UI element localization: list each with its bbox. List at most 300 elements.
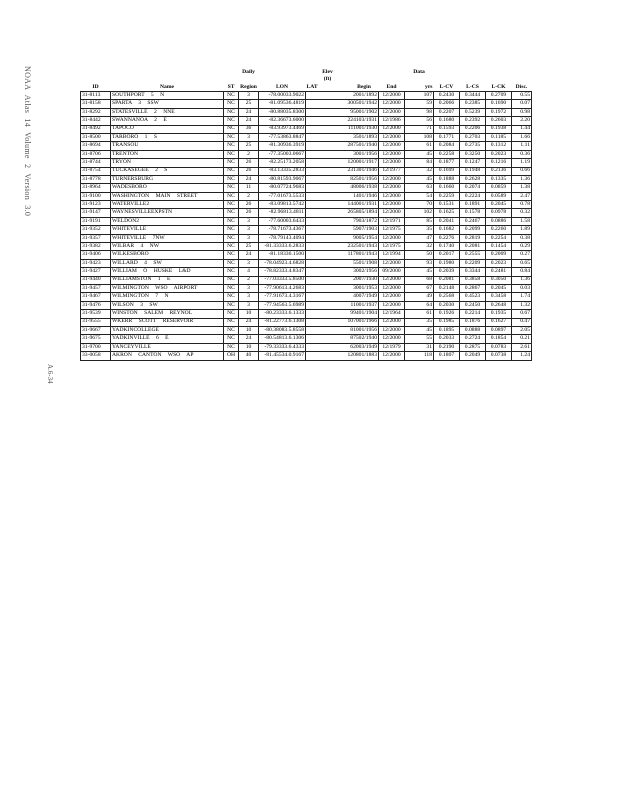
elev-begin-cell: 62003/1949 — [306, 343, 379, 351]
l-cs-cell: 0.1891 — [460, 201, 486, 209]
station-id-cell: 31-8964 — [81, 184, 111, 192]
l-ck-cell: 0.1312 — [486, 142, 512, 150]
elev-begin-cell: 224103/1931 — [306, 117, 379, 125]
station-name-cell: TARBORO 1 S — [111, 133, 224, 141]
discordancy-cell: 1.74 — [512, 293, 532, 301]
elev-begin-cell: 5501/1908 — [306, 259, 379, 267]
l-cv-cell: 0.2148 — [434, 284, 460, 292]
table-row — [81, 201, 532, 209]
lon-lat-cell: -78.00033.9022 — [259, 92, 306, 100]
header-data: Data — [413, 69, 425, 76]
lon-lat-cell: -82.36673.6000 — [259, 117, 306, 125]
l-cv-cell: 0.1740 — [434, 243, 460, 251]
discordancy-cell: 0.67 — [512, 310, 532, 318]
station-name-cell: SOUTHPORT 5 N — [111, 92, 224, 100]
years-cell: 61 — [405, 142, 434, 150]
region-cell: 2 — [239, 192, 259, 200]
l-ck-cell: 0.2603 — [486, 117, 512, 125]
years-cell: 61 — [405, 310, 434, 318]
table-row — [81, 142, 532, 150]
state-cell: NC — [224, 284, 239, 292]
station-name-cell: WILSON 3 SW — [111, 301, 224, 309]
header-lcs: L-CS — [466, 84, 479, 91]
region-cell: 25 — [239, 100, 259, 108]
lon-lat-cell: -77.03333.5.8500 — [259, 276, 306, 284]
elev-begin-cell: 5907/1903 — [306, 226, 379, 234]
elev-begin-cell: 231301/1946 — [306, 167, 379, 175]
station-name-cell: AKRON CANTON WSO AP — [111, 352, 224, 360]
table-row — [81, 352, 532, 360]
l-cv-cell: 0.2084 — [434, 142, 460, 150]
discordancy-cell: 0.38 — [512, 234, 532, 242]
header-elev-unit: (ft) — [323, 76, 332, 83]
l-cs-cell: 0.3250 — [460, 150, 486, 158]
l-ck-cell: 0.3458 — [486, 293, 512, 301]
state-cell: NC — [224, 167, 239, 175]
discordancy-cell: 0.65 — [512, 259, 532, 267]
l-cs-cell: 0.2867 — [460, 284, 486, 292]
years-cell: 45 — [405, 326, 434, 334]
elev-begin-cell: 95001/1902 — [306, 108, 379, 116]
lon-lat-cell: -80.88035.8300 — [259, 108, 306, 116]
state-cell: NC — [224, 100, 239, 108]
l-ck-cell: 0.2009 — [486, 251, 512, 259]
discordancy-cell: 1.89 — [512, 226, 532, 234]
lon-lat-cell: -81.30936.3919 — [259, 142, 306, 150]
header-name: Name — [160, 84, 174, 91]
years-cell: 49 — [405, 293, 434, 301]
lon-lat-cell: -80.38083.5.8558 — [259, 326, 306, 334]
l-ck-cell: 0.2136 — [486, 167, 512, 175]
l-cv-cell: 0.2030 — [434, 301, 460, 309]
years-cell: 31 — [405, 343, 434, 351]
years-cell: 45 — [405, 268, 434, 276]
state-cell: NC — [224, 243, 239, 251]
elev-begin-cell: 232501/1943 — [306, 243, 379, 251]
l-cs-cell: 0.2099 — [460, 226, 486, 234]
discordancy-cell: 1.58 — [512, 217, 532, 225]
header-daily: Daily — [242, 69, 255, 76]
lon-lat-cell: -78.79143.4094 — [259, 234, 306, 242]
years-cell: 35 — [405, 318, 434, 326]
station-id-cell: 33-0058 — [81, 352, 111, 360]
lon-lat-cell: -77.60003.6433 — [259, 217, 306, 225]
l-cs-cell: 0.2206 — [460, 125, 486, 133]
end-date-cell: 12/2000 — [379, 92, 405, 100]
discordancy-cell: 0.47 — [512, 318, 532, 326]
state-cell: NC — [224, 343, 239, 351]
station-id-cell: 31-9555 — [81, 318, 111, 326]
region-cell: 25 — [239, 142, 259, 150]
l-cs-cell: 0.2224 — [460, 192, 486, 200]
l-cv-cell: 0.2081 — [434, 276, 460, 284]
l-ck-cell: 0.2045 — [486, 284, 512, 292]
elev-begin-cell: 3002/1956 — [306, 268, 379, 276]
discordancy-cell: 2.05 — [512, 326, 532, 334]
l-ck-cell: 0.0897 — [486, 326, 512, 334]
elev-begin-cell: 87502/1940 — [306, 335, 379, 343]
l-cs-cell: 0.1247 — [460, 159, 486, 167]
station-name-cell: TURNERSBURG — [111, 175, 224, 183]
lon-lat-cell: -82.25173.2058 — [259, 159, 306, 167]
lon-lat-cell: -77.91673.4.3167 — [259, 293, 306, 301]
elev-begin-cell: 48006/1938 — [306, 184, 379, 192]
elev-begin-cell: 3001/1953 — [306, 284, 379, 292]
state-cell: NC — [224, 108, 239, 116]
region-cell: 3 — [239, 301, 259, 309]
years-cell: 55 — [405, 335, 434, 343]
l-cs-cell: 0.2735 — [460, 142, 486, 150]
header-region: Region — [240, 84, 257, 91]
station-id-cell: 31-8706 — [81, 150, 111, 158]
l-cs-cell: 0.1876 — [460, 318, 486, 326]
lon-lat-cell: -77.01673.5533 — [259, 192, 306, 200]
discordancy-cell: 1.24 — [512, 352, 532, 360]
end-date-cell: 12/2000 — [379, 175, 405, 183]
elev-begin-cell: 107001/1966 — [306, 318, 379, 326]
region-cell: 10 — [239, 326, 259, 334]
station-name-cell: WILKESBORO — [111, 251, 224, 259]
end-date-cell: 12/2000 — [379, 125, 405, 133]
station-name-cell: SPARTA 3 SSW — [111, 100, 224, 108]
station-name-cell: TUCKASEGEE 2 S — [111, 167, 224, 175]
lon-lat-cell: -78.71673.4367 — [259, 226, 306, 234]
l-cv-cell: 0.2041 — [434, 217, 460, 225]
years-cell: 84 — [405, 159, 434, 167]
table-row — [81, 100, 532, 108]
header-lck: L-CK — [491, 84, 506, 91]
l-cv-cell: 0.1625 — [434, 209, 460, 217]
region-cell: 25 — [239, 243, 259, 251]
l-cv-cell: 0.2066 — [434, 100, 460, 108]
station-id-cell: 31-8158 — [81, 100, 111, 108]
years-cell: 63 — [405, 184, 434, 192]
elev-begin-cell: 99401/1904 — [306, 310, 379, 318]
end-date-cell: 09/2000 — [379, 268, 405, 276]
elev-begin-cell: 7903/1872 — [306, 217, 379, 225]
l-cv-cell: 0.2259 — [434, 192, 460, 200]
elev-begin-cell: 3501/1893 — [306, 133, 379, 141]
station-id-cell: 31-9406 — [81, 251, 111, 259]
years-cell: 45 — [405, 175, 434, 183]
l-ck-cell: 0.2709 — [486, 92, 512, 100]
end-date-cell: 12/2000 — [379, 326, 405, 334]
table-row — [81, 125, 532, 133]
station-name-cell: TRYON — [111, 159, 224, 167]
station-name-cell: WILLIAMSTON 1 E — [111, 276, 224, 284]
station-id-cell: 31-9147 — [81, 209, 111, 217]
l-cs-cell: 0.1948 — [460, 167, 486, 175]
region-cell: 24 — [239, 117, 259, 125]
l-cs-cell: 0.2875 — [460, 343, 486, 351]
l-cv-cell: 0.1877 — [434, 159, 460, 167]
l-cs-cell: 0.3344 — [460, 268, 486, 276]
station-id-cell: 31-9382 — [81, 243, 111, 251]
table-row — [81, 167, 532, 175]
l-cv-cell: 0.1682 — [434, 226, 460, 234]
years-cell: 56 — [405, 117, 434, 125]
lon-lat-cell: -81.33333.6.2833 — [259, 243, 306, 251]
l-cv-cell: 0.2033 — [434, 335, 460, 343]
region-cell: 3 — [239, 284, 259, 292]
discordancy-cell: 0.84 — [512, 268, 532, 276]
years-cell: 107 — [405, 92, 434, 100]
station-name-cell: WILMINGTON 7 N — [111, 293, 224, 301]
elev-begin-cell: 300501/1942 — [306, 100, 379, 108]
end-date-cell: 12/1964 — [379, 310, 405, 318]
l-cs-cell: 0.3858 — [460, 276, 486, 284]
station-id-cell: 31-9191 — [81, 217, 111, 225]
station-name-cell: WILLIAM O HUSKE L&D — [111, 268, 224, 276]
discordancy-cell: 0.98 — [512, 108, 532, 116]
station-id-cell: 31-9352 — [81, 226, 111, 234]
discordancy-cell: 1.32 — [512, 301, 532, 309]
years-cell: 64 — [405, 301, 434, 309]
l-cs-cell: 0.2724 — [460, 335, 486, 343]
region-cell: 24 — [239, 251, 259, 259]
lon-lat-cell: -81.45534.0.9167 — [259, 352, 306, 360]
station-name-cell: STATESVILLE 2 NNE — [111, 108, 224, 116]
header-lat: LAT — [306, 84, 318, 91]
end-date-cell: 12/2000 — [379, 108, 405, 116]
state-cell: NC — [224, 117, 239, 125]
l-cv-cell: 0.1771 — [434, 133, 460, 141]
station-id-cell: 31-9440 — [81, 276, 111, 284]
station-id-cell: 31-9357 — [81, 234, 111, 242]
state-cell: NC — [224, 326, 239, 334]
table-row — [81, 343, 532, 351]
l-ck-cell: 0.2045 — [486, 201, 512, 209]
l-ck-cell: 0.2481 — [486, 268, 512, 276]
table-row — [81, 150, 532, 158]
end-date-cell: 12/2000 — [379, 142, 405, 150]
table-row — [81, 259, 532, 267]
header-st: ST — [227, 84, 235, 91]
elev-begin-cell: 144001/1931 — [306, 201, 379, 209]
l-cs-cell: 0.2074 — [460, 184, 486, 192]
station-id-cell: 31-9700 — [81, 343, 111, 351]
state-cell: NC — [224, 142, 239, 150]
lon-lat-cell: -81.18336.1500 — [259, 251, 306, 259]
station-id-cell: 31-8492 — [81, 125, 111, 133]
region-cell: 26 — [239, 167, 259, 175]
years-cell: 108 — [405, 133, 434, 141]
years-cell: 35 — [405, 226, 434, 234]
station-id-cell: 31-9667 — [81, 326, 111, 334]
l-ck-cell: 0.1216 — [486, 159, 512, 167]
state-cell: NC — [224, 276, 239, 284]
end-date-cell: 12/2000 — [379, 159, 405, 167]
years-cell: 70 — [405, 201, 434, 209]
years-cell: 85 — [405, 217, 434, 225]
header-elev: Elev — [322, 69, 333, 76]
state-cell: NC — [224, 226, 239, 234]
years-cell: 50 — [405, 251, 434, 259]
years-cell: 47 — [405, 234, 434, 242]
region-cell: 3 — [239, 92, 259, 100]
table-row — [81, 184, 532, 192]
discordancy-cell: 2.61 — [512, 343, 532, 351]
elev-begin-cell: 2007/1930 — [306, 276, 379, 284]
end-date-cell: 12/1986 — [379, 117, 405, 125]
station-name-cell: WELDON2 — [111, 217, 224, 225]
l-ck-cell: 0.1185 — [486, 133, 512, 141]
region-cell: 2 — [239, 150, 259, 158]
table-row — [81, 284, 532, 292]
lon-lat-cell: -77.35003.0667 — [259, 150, 306, 158]
station-id-cell: 31-9100 — [81, 192, 111, 200]
l-cv-cell: 0.2568 — [434, 293, 460, 301]
l-ck-cell: 0.3050 — [486, 276, 512, 284]
state-cell: NC — [224, 259, 239, 267]
l-cv-cell: 0.2430 — [434, 92, 460, 100]
discordancy-cell: 0.32 — [512, 209, 532, 217]
l-cs-cell: 0.2555 — [460, 251, 486, 259]
discordancy-cell: 2.20 — [512, 117, 532, 125]
region-cell: 10 — [239, 310, 259, 318]
end-date-cell: 12/2000 — [379, 150, 405, 158]
l-ck-cell: 0.1627 — [486, 318, 512, 326]
header-end: End — [386, 84, 397, 91]
station-name-cell: WASHINGTON MAIN STREET — [111, 192, 224, 200]
l-ck-cell: 0.1854 — [486, 335, 512, 343]
station-name-cell: TRANSOU — [111, 142, 224, 150]
discordancy-cell: 0.29 — [512, 243, 532, 251]
station-id-cell: 31-9476 — [81, 301, 111, 309]
end-date-cell: 12/2000 — [379, 209, 405, 217]
table-row — [81, 293, 532, 301]
l-cv-cell: 0.1531 — [434, 201, 460, 209]
table-row — [81, 226, 532, 234]
end-date-cell: 12/2000 — [379, 133, 405, 141]
l-cs-cell: 0.2209 — [460, 259, 486, 267]
end-date-cell: 12/1994 — [379, 251, 405, 259]
l-ck-cell: 0.1690 — [486, 100, 512, 108]
station-name-cell: SWANNANOA 2 E — [111, 117, 224, 125]
l-ck-cell: 0.0738 — [486, 352, 512, 360]
station-name-cell: WADESBORO — [111, 184, 224, 192]
region-cell: 10 — [239, 343, 259, 351]
end-date-cell: 12/1975 — [379, 243, 405, 251]
l-cs-cell: 0.2628 — [460, 175, 486, 183]
station-name-cell: WHITEVILLE 7NW — [111, 234, 224, 242]
lon-lat-cell: -83.93973.4469 — [259, 125, 306, 133]
table-row — [81, 117, 532, 125]
table-row — [81, 318, 532, 326]
l-cv-cell: 0.1699 — [434, 167, 460, 175]
state-cell: NC — [224, 335, 239, 343]
l-ck-cell: 0.2023 — [486, 150, 512, 158]
station-id-cell: 31-8500 — [81, 133, 111, 141]
l-cs-cell: 0.2819 — [460, 234, 486, 242]
l-ck-cell: 0.1935 — [486, 310, 512, 318]
station-id-cell: 31-8744 — [81, 159, 111, 167]
l-cs-cell: 0.2467 — [460, 217, 486, 225]
station-name-cell: WATERVILLE2 — [111, 201, 224, 209]
l-ck-cell: 0.1972 — [486, 108, 512, 116]
lon-lat-cell: -81.22773.6.1308 — [259, 318, 306, 326]
region-cell: 3 — [239, 293, 259, 301]
l-ck-cell: 0.0978 — [486, 209, 512, 217]
lon-lat-cell: -80.54813.6.1306 — [259, 335, 306, 343]
elev-begin-cell: 1401/1946 — [306, 192, 379, 200]
years-cell: 45 — [405, 150, 434, 158]
state-cell: NC — [224, 175, 239, 183]
report-margin-note: NOAA Atlas 14 Volume 2 Version 3.0 — [23, 66, 32, 217]
header-lcv: L-CV — [439, 84, 454, 91]
header-yrs: yrs — [425, 84, 433, 91]
l-cs-cell: 0.2392 — [460, 117, 486, 125]
header-disc: Disc. — [515, 84, 528, 91]
years-cell: 68 — [405, 276, 434, 284]
region-cell: 3 — [239, 259, 259, 267]
state-cell: NC — [224, 201, 239, 209]
l-cs-cell: 0.3444 — [460, 92, 486, 100]
lon-lat-cell: -82.96813.4811 — [259, 209, 306, 217]
discordancy-cell: 2.47 — [512, 192, 532, 200]
station-name-cell: TRENTON — [111, 150, 224, 158]
state-cell: NC — [224, 150, 239, 158]
table-row — [81, 251, 532, 259]
l-cv-cell: 0.2258 — [434, 150, 460, 158]
region-cell: 3 — [239, 133, 259, 141]
l-cv-cell: 0.1895 — [434, 326, 460, 334]
end-date-cell: 12/2000 — [379, 318, 405, 326]
station-name-cell: WILBAR 4 NW — [111, 243, 224, 251]
end-date-cell: 12/2000 — [379, 352, 405, 360]
elev-begin-cell: 265805/1894 — [306, 209, 379, 217]
table-row — [81, 234, 532, 242]
station-name-cell: YADKINVILLE 6 E — [111, 335, 224, 343]
l-cv-cell: 0.1680 — [434, 117, 460, 125]
discordancy-cell: 1.36 — [512, 276, 532, 284]
l-cv-cell: 0.2039 — [434, 268, 460, 276]
l-cv-cell: 0.1593 — [434, 125, 460, 133]
header-id: ID — [92, 84, 99, 91]
station-data-table — [80, 68, 532, 361]
l-ck-cell: 0.2648 — [486, 301, 512, 309]
region-cell: 3 — [239, 217, 259, 225]
end-date-cell: 12/1979 — [379, 343, 405, 351]
years-cell: 93 — [405, 259, 434, 267]
elev-begin-cell: 3001/1956 — [306, 150, 379, 158]
station-name-cell: WAYNESVILLEEXPSTN — [111, 209, 224, 217]
years-cell: 118 — [405, 352, 434, 360]
elev-begin-cell: 287501/1940 — [306, 142, 379, 150]
table-header — [81, 68, 532, 92]
l-cs-cell: 0.2081 — [460, 243, 486, 251]
elev-begin-cell: 117801/1943 — [306, 251, 379, 259]
state-cell: NC — [224, 133, 239, 141]
table-row — [81, 133, 532, 141]
table-row — [81, 335, 532, 343]
lon-lat-cell: -77.94563.5.6989 — [259, 301, 306, 309]
l-cs-cell: 0.1578 — [460, 209, 486, 217]
l-ck-cell: 0.1335 — [486, 175, 512, 183]
station-name-cell: WILLARD 4 SW — [111, 259, 224, 267]
state-cell: NC — [224, 310, 239, 318]
state-cell: NC — [224, 301, 239, 309]
discordancy-cell: 0.66 — [512, 167, 532, 175]
state-cell: NC — [224, 318, 239, 326]
station-id-cell: 31-8442 — [81, 117, 111, 125]
region-cell: 26 — [239, 201, 259, 209]
table-row — [81, 92, 532, 100]
state-cell: NC — [224, 268, 239, 276]
l-cs-cell: 0.5239 — [460, 108, 486, 116]
end-date-cell: 12/2000 — [379, 184, 405, 192]
l-ck-cell: 0.0783 — [486, 343, 512, 351]
